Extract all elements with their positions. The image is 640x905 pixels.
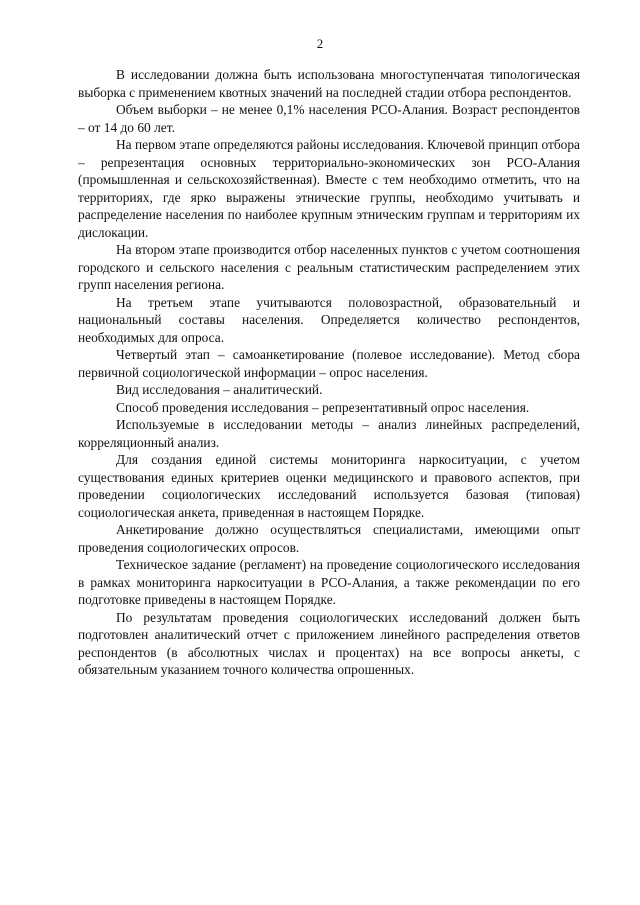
paragraph-survey-specialists: Анкетирование должно осуществляться специалистами, имеющими опыт проведения социологических опросов. bbox=[78, 522, 580, 555]
paragraph-stage-one: На первом этапе определяются районы исследования. Ключевой принцип отбора – репрезентация основных территориально-экономических зон РСО-Алания (промышленная и сельскохозяйственная). Вместе с тем необходимо отметить, что на территориях, где ярко выражены этнические группы, необходимо учитывать и распределение населения по наиболее крупным этническим группам и территориям их дислокации. bbox=[78, 137, 580, 240]
paragraph-research-method: Способ проведения исследования – репрезентативный опрос населения. bbox=[116, 399, 530, 415]
paragraph-results-report: По результатам проведения социологических исследований должен быть подготовлен аналитический отчет с приложением линейного распределения ответов респондентов (в абсолютных числах и процентах) на все вопросы анкеты, с обязательным указанием точного количества опрошенных. bbox=[78, 609, 580, 677]
paragraph-sample-size: Объем выборки – не менее 0,1% населения РСО-Алания. Возраст респондентов – от 14 до 60 лет. bbox=[78, 102, 580, 135]
paragraph-stage-four: Четвертый этап – самоанкетирование (полевое исследование). Метод сбора первичной социологической информации – опрос населения. bbox=[78, 347, 580, 380]
page-number: 2 bbox=[316, 36, 324, 51]
paragraph-research-type: Вид исследования – аналитический. bbox=[116, 382, 323, 397]
paragraph-monitoring-system: Для создания единой системы мониторинга наркоситуации, с учетом существования единых критериев оценки медицинского и правового аспектов, при проведении социологических исследований используется базовая (типовая) социологическая анкета, приведенная в настоящем Порядке. bbox=[78, 452, 580, 520]
paragraph-technical-task: Техническое задание (регламент) на проведение социологического исследования в рамках мониторинга наркоситуации в РСО-Алания, а также рекомендации по его подготовке приведены в настоящем Порядке. bbox=[78, 557, 580, 607]
paragraph-stage-three: На третьем этапе учитываются половозрастной, образовательный и национальный составы населения. Определяется количество респондентов, необходимых для опроса. bbox=[78, 294, 580, 345]
paragraph-sampling-method: В исследовании должна быть использована многоступенчатая типологическая выборка с применением квотных значений на последней стадии отбора респондентов. bbox=[78, 67, 580, 100]
paragraph-stage-two: На втором этапе производится отбор населенных пунктов с учетом соотношения городского и сельского населения с реальным статистическим распределением этих групп населения региона. bbox=[78, 242, 580, 292]
paragraph-analysis-methods: Используемые в исследовании методы – анализ линейных распределений, корреляционный анализ. bbox=[78, 417, 580, 450]
document-body bbox=[78, 66, 580, 679]
